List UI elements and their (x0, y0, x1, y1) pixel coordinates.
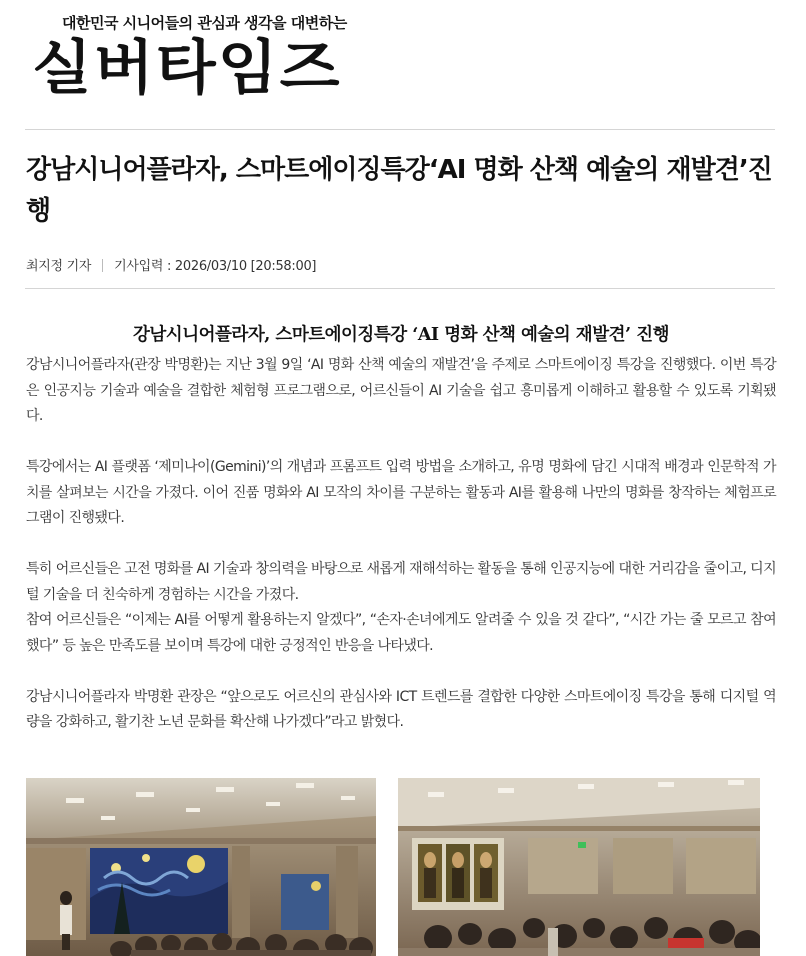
article-paragraph: 특히 어르신들은 고전 명화를 AI 기술과 창의력을 바탕으로 새롭게 재해석하는 활동을 통해 인공지능에 대한 거리감을 줄이고, 디지털 기술을 더 친숙하게 경험하는 시간을 가졌다. (26, 561, 777, 603)
article-subheadline: 강남시니어플라자, 스마트에이징특강 ‘AI 명화 산책 예술의 재발견’ 진행 (132, 325, 670, 345)
byline-divider (25, 288, 775, 289)
article-headline: 강남시니어플라자, 스마트에이징특강‘AI 명화 산책 예술의 재발견’진행 (26, 155, 772, 226)
published-date: 기사입력 : 2026/03/10 [20:58:00] (114, 259, 317, 274)
masthead-tagline: 대한민국 시니어들의 관심과 생각을 대변하는 (62, 14, 347, 32)
masthead (0, 0, 806, 128)
article-body (26, 353, 776, 761)
article-paragraph: 참여 어르신들은 “이제는 AI를 어떻게 활용하는지 알겠다”, “손자·손녀에게도 알려줄 수 있을 것 같다”, “시간 가는 줄 모르고 참여했다” 등 높은 만족도를 보이며 특강에 대한 긍정적인 반응을 나타냈다. (26, 612, 776, 654)
reporter-name[interactable]: 최지정 기자 (26, 259, 92, 274)
article-paragraph: 강남시니어플라자(관장 박명환)는 지난 3월 9일 ‘AI 명화 산책 예술의 재발견’을 주제로 스마트에이징 특강을 진행했다. 이번 특강은 인공지능 기술과 예술을 결합한 체험형 프로그램으로, 어르신들이 AI 기술을 쉽고 흥미롭게 이해하고 활용할 수 있도록 기획됐다. (26, 357, 776, 424)
header-divider (25, 129, 775, 130)
byline-separator (102, 259, 103, 272)
article-photo-lecture-right[interactable] (398, 778, 760, 956)
lecture-photo-illustration (26, 778, 376, 956)
site-logo[interactable]: 실버타임즈 (32, 32, 342, 103)
article-photo-lecture-left[interactable] (26, 778, 376, 956)
lecture-photo-illustration (398, 778, 760, 956)
article-paragraph: 강남시니어플라자 박명환 관장은 “앞으로도 어르신의 관심사와 ICT 트렌드를 결합한 다양한 스마트에이징 특강을 통해 디지털 역량을 강화하고, 활기찬 노년 문화를 확산해 나가겠다”라고 밝혔다. (26, 688, 776, 730)
article-paragraph: 특강에서는 AI 플랫폼 ‘제미나이(Gemini)’의 개념과 프롬프트 입력 방법을 소개하고, 유명 명화에 담긴 시대적 배경과 인문학적 가치를 살펴보는 시간을 가졌다. 이어 진품 명화와 AI 모작의 차이를 구분하는 활동과 AI를 활용해 나만의 명화를 창작하는 체험프로그램이 진행됐다. (26, 459, 776, 526)
article-byline (26, 255, 316, 274)
